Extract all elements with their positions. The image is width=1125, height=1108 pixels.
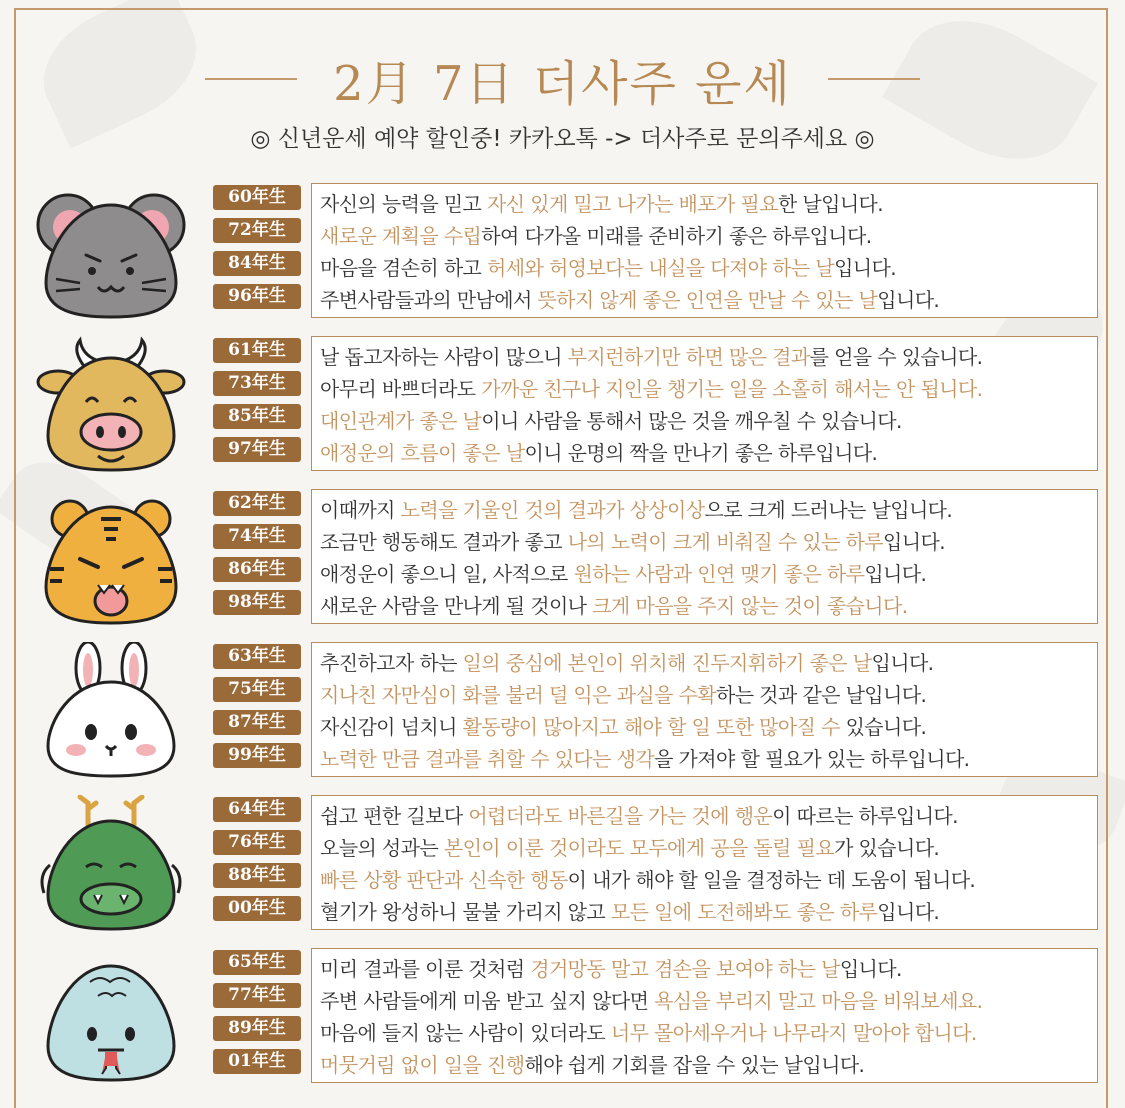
- title-divider-right: [828, 78, 920, 80]
- birth-year-badge: 63年生: [213, 644, 301, 669]
- fortune-line: 주변 사람들에게 미움 받고 싶지 않다면 욕심을 부리지 말고 마음을 비워보세요.: [320, 989, 983, 1013]
- birth-year-badge: 75年生: [213, 677, 301, 702]
- page-title: 2月 7日 더사주 운세: [333, 55, 792, 112]
- fortune-line: 쉽고 편한 길보다 어렵더라도 바른길을 가는 것에 행운이 따르는 하루입니다.: [320, 804, 958, 828]
- birth-year-badge: 00年生: [213, 896, 301, 921]
- fortune-line: 추진하고자 하는 일의 중심에 본인이 위치해 진두지휘하기 좋은 날입니다.: [320, 651, 934, 675]
- birth-year-badge: 65年生: [213, 950, 301, 975]
- snake-icon: [36, 948, 186, 1086]
- fortune-line: 노력한 만큼 결과를 취할 수 있다는 생각을 가져야 할 필요가 있는 하루입니다.: [320, 747, 970, 771]
- fortune-line: 머뭇거림 없이 일을 진행해야 쉽게 기회를 잡을 수 있는 날입니다.: [320, 1053, 865, 1077]
- fortune-line: 애정운이 좋으니 일, 사적으로 원하는 사람과 인연 맺기 좋은 하루입니다.: [320, 562, 927, 586]
- birth-year-badge: 61年生: [213, 338, 301, 363]
- fortune-group-tiger: [0, 489, 1125, 627]
- rat-icon: [36, 183, 186, 321]
- title-divider-left: [205, 78, 297, 80]
- birth-year-badge: 62年生: [213, 491, 301, 516]
- fortune-line: 지나친 자만심이 화를 불러 덜 익은 과실을 수확하는 것과 같은 날입니다.: [320, 683, 927, 707]
- fortune-line: 마음을 겸손히 하고 허세와 허영보다는 내실을 다져야 하는 날입니다.: [320, 256, 896, 280]
- birth-year-badge: 97年生: [213, 437, 301, 462]
- birth-year-badge: 89年生: [213, 1016, 301, 1041]
- fortune-line: 혈기가 왕성하니 물불 가리지 않고 모든 일에 도전해봐도 좋은 하루입니다.: [320, 900, 940, 924]
- birth-year-badge: 64年生: [213, 797, 301, 822]
- birth-year-badge: 76年生: [213, 830, 301, 855]
- fortune-line: 새로운 사람을 만나게 될 것이나 크게 마음을 주지 않는 것이 좋습니다.: [320, 594, 908, 618]
- fortune-line: 새로운 계획을 수립하여 다가올 미래를 준비하기 좋은 하루입니다.: [320, 224, 872, 248]
- fortune-group-rat: [0, 183, 1125, 321]
- birth-year-list: [213, 797, 301, 929]
- fortune-line: 오늘의 성과는 본인이 이룬 것이라도 모두에게 공을 돌릴 필요가 있습니다.: [320, 836, 940, 860]
- fortune-group-rabbit: [0, 642, 1125, 780]
- birth-year-badge: 84年生: [213, 251, 301, 276]
- fortune-line: 애정운의 흐름이 좋은 날이니 운명의 짝을 만나기 좋은 하루입니다.: [320, 441, 878, 465]
- fortune-text-box: [311, 183, 1098, 318]
- tiger-icon: [36, 489, 186, 627]
- fortune-line: 아무리 바쁘더라도 가까운 친구나 지인을 챙기는 일을 소홀히 해서는 안 됩니다.: [320, 377, 983, 401]
- fortune-line: 자신의 능력을 믿고 자신 있게 밀고 나가는 배포가 필요한 날입니다.: [320, 192, 884, 216]
- fortune-line: 조금만 행동해도 결과가 좋고 나의 노력이 크게 비춰질 수 있는 하루입니다.: [320, 530, 945, 554]
- fortune-text-box: [311, 642, 1098, 777]
- rabbit-icon: [36, 642, 186, 780]
- fortune-group-ox: [0, 336, 1125, 474]
- birth-year-badge: 74年生: [213, 524, 301, 549]
- fortune-line: 자신감이 넘치니 활동량이 많아지고 해야 할 일 또한 많아질 수 있습니다.: [320, 715, 927, 739]
- birth-year-badge: 88年生: [213, 863, 301, 888]
- fortune-text-box: [311, 795, 1098, 930]
- fortune-line: 주변사람들과의 만남에서 뜻하지 않게 좋은 인연을 만날 수 있는 날입니다.: [320, 288, 940, 312]
- fortune-text-box: [311, 336, 1098, 471]
- promo-subtitle: ◎ 신년운세 예약 할인중! 카카오톡 -> 더사주로 문의주세요 ◎: [250, 126, 875, 152]
- fortune-line: 미리 결과를 이룬 것처럼 경거망동 말고 겸손을 보여야 하는 날입니다.: [320, 957, 902, 981]
- birth-year-badge: 72年生: [213, 218, 301, 243]
- birth-year-badge: 85年生: [213, 404, 301, 429]
- birth-year-badge: 96年生: [213, 284, 301, 309]
- birth-year-badge: 77年生: [213, 983, 301, 1008]
- birth-year-badge: 73年生: [213, 371, 301, 396]
- birth-year-badge: 01年生: [213, 1049, 301, 1074]
- fortune-line: 대인관계가 좋은 날이니 사람을 통해서 많은 것을 깨우칠 수 있습니다.: [320, 409, 902, 433]
- fortune-line: 마음에 들지 않는 사람이 있더라도 너무 몰아세우거나 나무라지 말아야 합니다.: [320, 1021, 977, 1045]
- fortune-line: 빠른 상황 판단과 신속한 행동이 내가 해야 할 일을 결정하는 데 도움이 됩니다.: [320, 868, 976, 892]
- birth-year-badge: 60年生: [213, 185, 301, 210]
- birth-year-badge: 98年生: [213, 590, 301, 615]
- birth-year-list: [213, 491, 301, 623]
- ox-icon: [36, 336, 186, 474]
- birth-year-badge: 87年生: [213, 710, 301, 735]
- birth-year-badge: 86年生: [213, 557, 301, 582]
- fortune-group-dragon: [0, 795, 1125, 933]
- birth-year-list: [213, 185, 301, 317]
- birth-year-badge: 99年生: [213, 743, 301, 768]
- birth-year-list: [213, 338, 301, 470]
- birth-year-list: [213, 950, 301, 1082]
- dragon-icon: [36, 795, 186, 933]
- title-row: [0, 44, 1125, 114]
- fortune-group-snake: [0, 948, 1125, 1086]
- fortune-text-box: [311, 489, 1098, 624]
- fortune-text-box: [311, 948, 1098, 1083]
- fortune-line: 날 돕고자하는 사람이 많으니 부지런하기만 하면 많은 결과를 얻을 수 있습니다.: [320, 345, 983, 369]
- fortune-line: 이때까지 노력을 기울인 것의 결과가 상상이상으로 크게 드러나는 날입니다.: [320, 498, 953, 522]
- birth-year-list: [213, 644, 301, 776]
